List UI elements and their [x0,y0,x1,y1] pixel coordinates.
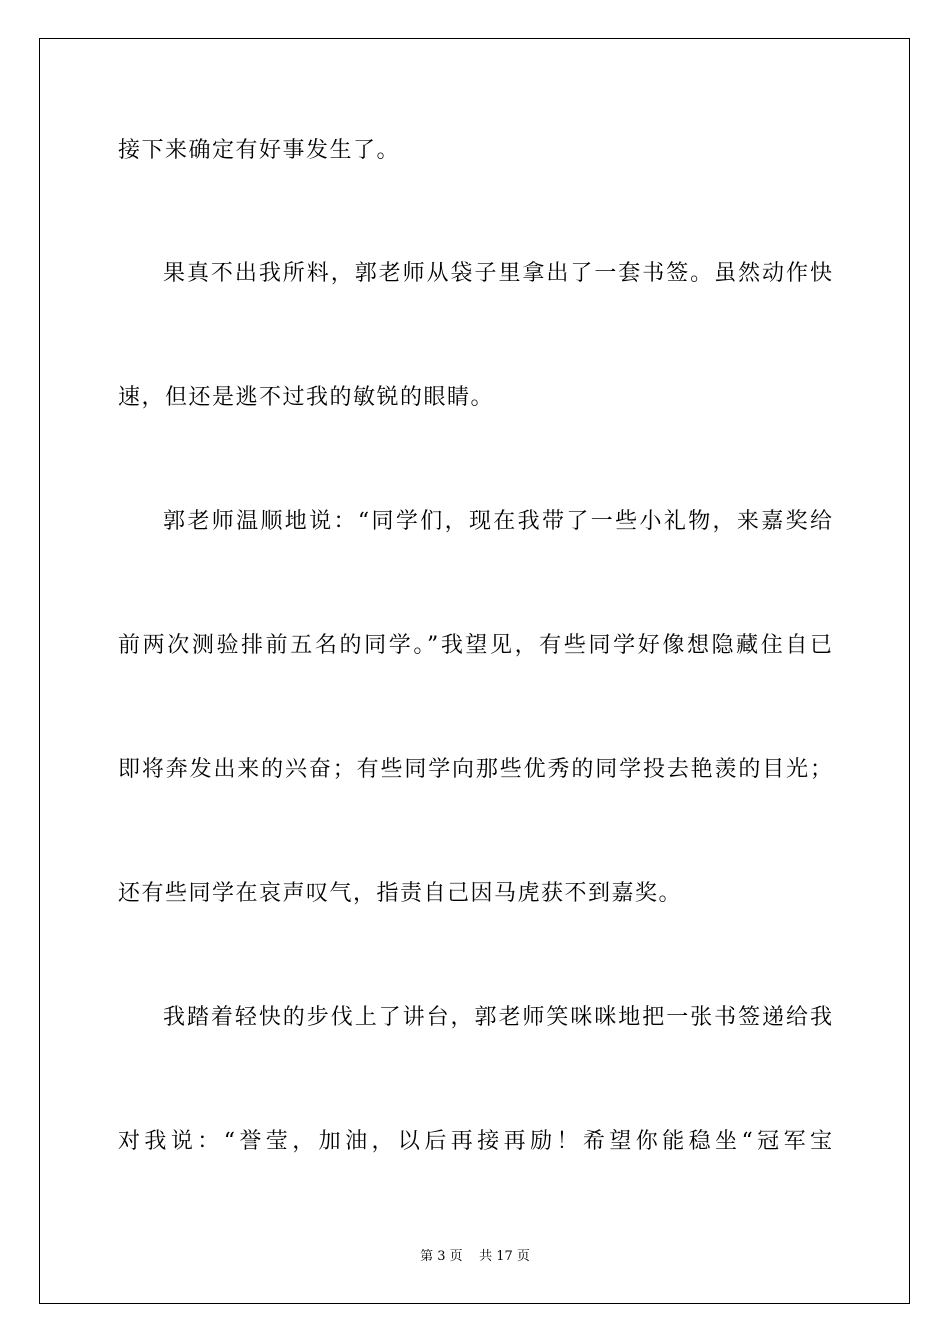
text-line-1: 接下来确定有好事发生了。 [118,138,401,163]
text-line-7: 还有些同学在哀声叹气，指责自己因马虎获不到嘉奖。 [118,881,683,906]
text-line-5: 前两次测验排前五名的同学。”我望见，有些同学好像想隐藏住自已 [118,633,832,658]
text-line-2: 果真不出我所料，郭老师从袋子里拿出了一套书签。虽然动作快 [163,261,832,286]
text-line-3: 速，但还是逃不过我的敏锐的眼睛。 [118,385,495,410]
text-line-8: 我踏着轻快的步伐上了讲台，郭老师笑咪咪地把一张书签递给我 [163,1005,832,1030]
text-line-4: 郭老师温顺地说：“同学们，现在我带了一些小礼物，来嘉奖给 [163,509,832,534]
page-border [39,38,910,1304]
text-line-6: 即将奔发出来的兴奋；有些同学向那些优秀的同学投去艳羡的目光； [118,757,832,782]
page-number-footer: 第 3 页 共 17 页 [420,1249,530,1264]
text-line-9: 对我说：“誉莹，加油，以后再接再励！希望你能稳坐“冠军宝 [118,1129,832,1154]
